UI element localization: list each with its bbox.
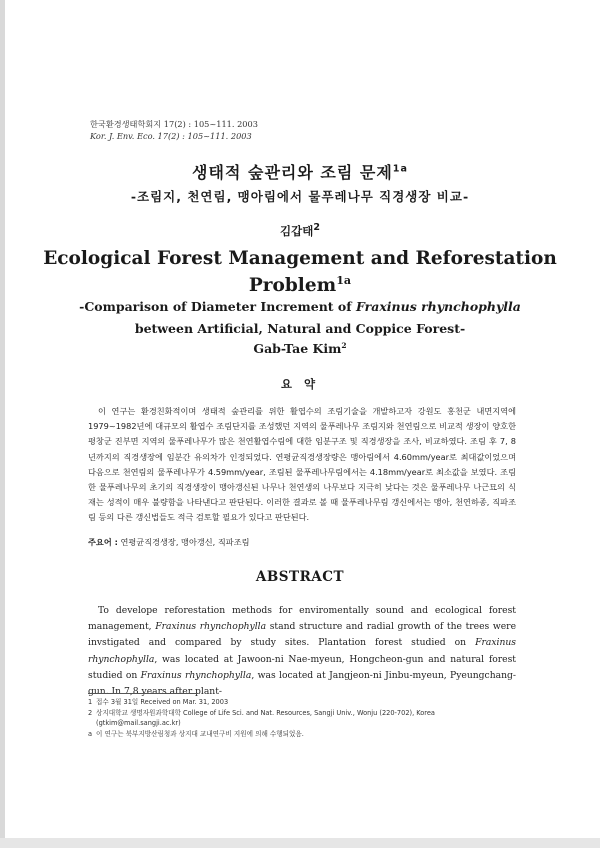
author-english-sup: 2 (341, 341, 347, 350)
abstract-english-heading: ABSTRACT (255, 569, 345, 585)
subtitle-english (0, 296, 600, 340)
abstract-english-species3: Fraxinus rhynchophylla (140, 669, 252, 681)
footnote-1 (88, 697, 518, 708)
keywords-text: 연평균직경생장, 맹아갱신, 직파조림 (120, 537, 250, 547)
subtitle-korean: -조림지, 천연림, 맹아림에서 물푸레나무 직경생장 비교- (130, 189, 470, 204)
title-korean-sup: 1a (392, 163, 408, 175)
footnote-2-email: (gtkim@mail.sangji.ac.kr) (96, 719, 181, 728)
title-english-line2: Problem (248, 275, 337, 297)
abstract-english-s2: stand structure and radial growth of the trees were invstigated and compared by study sites. Plantation forest studied on (88, 621, 517, 649)
author-korean (0, 222, 600, 239)
title-korean-text: 생태적 숲관리와 조림 문제 (192, 163, 393, 182)
keywords (88, 537, 518, 548)
abstract-english-s3: , was located at Jawoon-ni Nae-myeun, Hongcheon-gun and natural forest studied on (88, 653, 516, 681)
abstract-korean-heading: 요 약 (280, 377, 320, 391)
author-korean-sup: 2 (313, 222, 320, 233)
footnote-mark: a (88, 729, 93, 738)
author-korean-text: 김갑태 (280, 223, 314, 238)
footnote-rule (88, 693, 198, 694)
keywords-label: 주요어 : (88, 537, 118, 547)
scan-edge-left (0, 0, 5, 848)
journal-line-en: Kor. J. Env. Eco. 17(2) : 105~111. 2003 (90, 131, 252, 141)
abstract-english-s1: To develope reforestation methods for enviromentally sound and ecological forest management, (88, 605, 516, 633)
footnote-mark: 2 (88, 708, 93, 717)
title-english-line1: Ecological Forest Management and Reforestation (43, 248, 557, 269)
abstract-english (88, 603, 516, 700)
author-english (0, 341, 600, 356)
footnotes (88, 697, 518, 739)
subtitle-english-line2: between Artificial, Natural and Coppice Forest- (134, 321, 466, 336)
journal-citation (90, 118, 258, 142)
subtitle-english-pre: -Comparison of Diameter Increment of (79, 299, 356, 314)
footnote-text: 상지대학교 생명자원과학대학 College of Life Sci. and Nat. Resources, Sangji Univ., Wonju (220-702), Korea (96, 708, 435, 717)
author-english-text: Gab-Tae Kim (253, 341, 342, 357)
subtitle-english-species: Fraxinus rhynchophylla (355, 299, 521, 314)
abstract-korean-text: 이 연구는 환경친화적이며 생태적 숲관리를 위한 활엽수의 조림기술을 개발하고자 강원도 홍천군 내면지역에 1979~1982년에 대규모의 활엽수 조림단지를 조성했던 지역의 물푸레나무 조림지와 천연림으로 비교적 생장이 양호한 평창군 진부면 지역의 물푸레나무가 많은 천연활엽수림에 대한 임분구조 및 직경생장을 조사, 비교하였다. 조림 후 7, 8년까지의 직경생장에 임분간 유의차가 인정되었다. 연평균직경생장량은 맹아림에서 4.60mm/year로 최대값이었으며 다음으로 천연림의 물푸레나무가 4.59mm/year, 조림된 물푸레나무림에서는 4.18mm/year로 최소값을 보였다. 조림한 물푸레나무의 초기의 직경생장이 맹아갱신된 나무나 천연생의 나무보다 지극히 낮다는 것은 물푸레나무 나근묘의 식재는 성적이 매우 불량함을 나타낸다고 판단된다. 이러한 결과로 볼 때 물푸레나무림 갱신에서는 맹아, 천연하종, 직파조림 등의 다른 갱신법들도 적극 검토할 필요가 있다고 판단된다. (88, 406, 516, 523)
title-korean (0, 160, 600, 183)
abstract-english-paragraph (88, 603, 516, 700)
abstract-english-s4: , was located at Jangjeon-ni Jinbu-myeun, Pyeungchang-gun. In 7,8 years after plant- (88, 669, 516, 698)
title-english (0, 248, 600, 297)
footnote-mark: 1 (88, 698, 93, 706)
title-english-sup: 1a (336, 274, 352, 287)
subtitle-english-line1 (0, 296, 600, 318)
scan-edge-bottom (0, 838, 600, 848)
footnote-text: 접수 3월 31일 Received on Mar. 31, 2003 (96, 698, 229, 706)
abstract-korean (88, 404, 516, 526)
footnote-2 (88, 708, 518, 719)
journal-line-ko: 한국환경생태학회지 17(2) : 105~111. 2003 (90, 119, 258, 129)
abstract-english-species2: Fraxinus rhynchophylla (88, 637, 516, 665)
footnote-a (88, 729, 518, 740)
footnote-text: 이 연구는 북부지방산림청과 상지대 교내연구비 지원에 의해 수행되었음. (96, 729, 304, 738)
title-english-line2-wrap (0, 270, 600, 297)
abstract-english-species1: Fraxinus rhynchophylla (155, 621, 267, 633)
